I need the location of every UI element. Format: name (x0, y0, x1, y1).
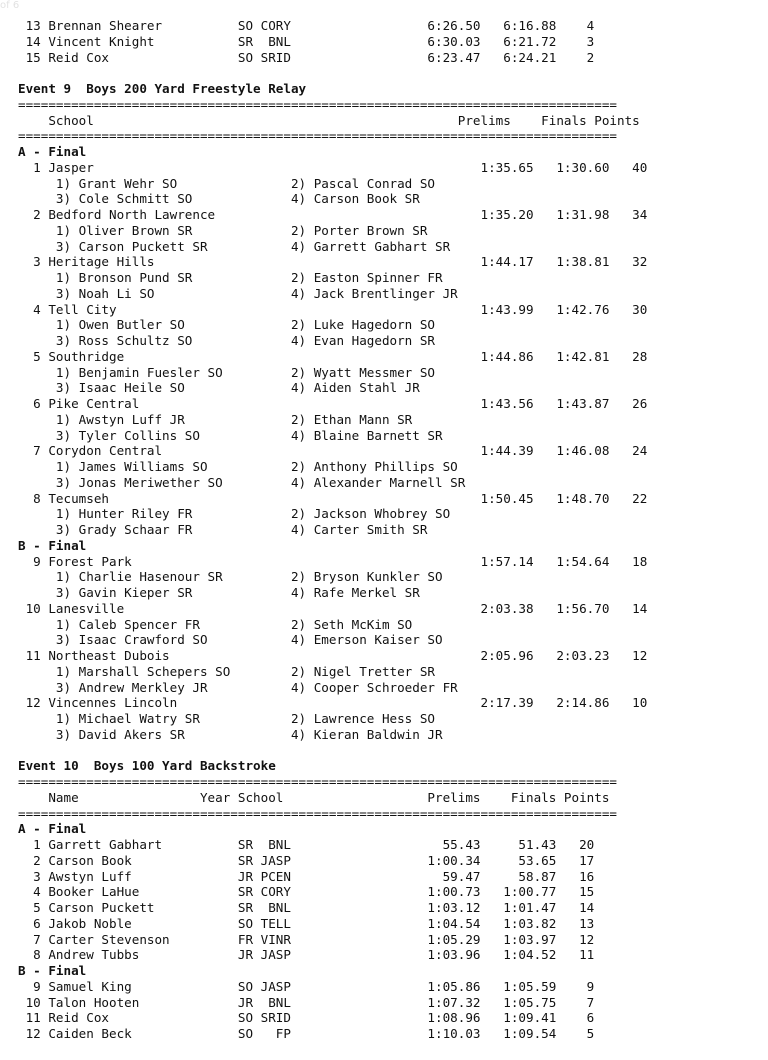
relay-swimmers: 1) Michael Watry SR 2) Lawrence Hess SO (18, 711, 436, 726)
relay-swimmers: 1) Owen Butler SO 2) Luke Hagedorn SO (18, 317, 436, 333)
relay-swimmers: 3) Grady Schaar FR 4) Carter Smith SR (18, 522, 428, 537)
relay-row: 2 Bedford North Lawrence 1:35.20 1:31.98 34 (18, 207, 648, 222)
final-label: B - Final (18, 537, 87, 553)
column-header: Name Year School Prelims Finals Points (18, 789, 610, 805)
relay-row: 11 Northeast Dubois 2:05.96 2:03.23 12 (18, 648, 648, 663)
relay-swimmers: 1) Caleb Spencer FR 2) Seth McKim SO (18, 616, 413, 632)
relay-row: 4 Tell City 1:43.99 1:42.76 30 (18, 301, 648, 317)
relay-swimmers: 3) Cole Schmitt SO 4) Carson Book SR (18, 191, 420, 207)
relay-swimmers: 3) Gavin Kieper SR 4) Rafe Merkel SR (18, 585, 420, 600)
column-header: School Prelims Finals Points (18, 112, 640, 128)
relay-swimmers: 3) Noah Li SO 4) Jack Brentlinger JR (18, 285, 458, 301)
separator: =============================================================================== (18, 128, 617, 144)
relay-swimmers: 3) Isaac Heile SO 4) Aiden Stahl JR (18, 380, 420, 396)
relay-swimmers: 1) Charlie Hasenour SR 2) Bryson Kunkler SO (18, 569, 443, 585)
relay-swimmers: 3) Isaac Crawford SO 4) Emerson Kaiser SO (18, 632, 443, 648)
result-row: 13 Brennan Shearer SO CORY 6:26.50 6:16.88 4 (18, 18, 595, 33)
result-row: 1 Garrett Gabhart SR BNL 55.43 51.43 20 (18, 837, 595, 852)
result-row: 12 Caiden Beck SO FP 1:10.03 1:09.54 5 (18, 1026, 595, 1041)
relay-row: 5 Southridge 1:44.86 1:42.81 28 (18, 348, 648, 364)
relay-swimmers: 1) James Williams SO 2) Anthony Phillips SO (18, 459, 458, 474)
result-row: 4 Booker LaHue SR CORY 1:00.73 1:00.77 15 (18, 884, 595, 900)
result-row: 7 Carter Stevenson FR VINR 1:05.29 1:03.97 12 (18, 931, 595, 947)
result-row: 6 Jakob Noble SO TELL 1:04.54 1:03.82 13 (18, 915, 595, 931)
result-row: 5 Carson Puckett SR BNL 1:03.12 1:01.47 14 (18, 900, 595, 915)
separator: =============================================================================== (18, 96, 617, 112)
relay-swimmers: 3) Jonas Meriwether SO 4) Alexander Marnell SR (18, 474, 466, 490)
relay-row: 1 Jasper 1:35.65 1:30.60 40 (18, 159, 648, 175)
relay-swimmers: 1) Awstyn Luff JR 2) Ethan Mann SR (18, 411, 413, 427)
relay-swimmers: 1) Marshall Schepers SO 2) Nigel Tretter SR (18, 663, 436, 679)
final-label: A - Final (18, 821, 87, 837)
relay-swimmers: 1) Grant Wehr SO 2) Pascal Conrad SO (18, 175, 436, 191)
relay-row: 12 Vincennes Lincoln 2:17.39 2:14.86 10 (18, 695, 648, 711)
relay-row: 8 Tecumseh 1:50.45 1:48.70 22 (18, 490, 648, 506)
page-marker: of 6 (0, 0, 20, 11)
result-row: 15 Reid Cox SO SRID 6:23.47 6:24.21 2 (18, 49, 595, 65)
relay-swimmers: 3) Ross Schultz SO 4) Evan Hagedorn SR (18, 333, 436, 348)
result-row: 9 Samuel King SO JASP 1:05.86 1:05.59 9 (18, 978, 595, 994)
relay-row: 10 Lanesville 2:03.38 1:56.70 14 (18, 600, 648, 616)
event-title: Event 10 Boys 100 Yard Backstroke (18, 758, 276, 774)
result-row: 2 Carson Book SR JASP 1:00.34 53.65 17 (18, 852, 595, 868)
relay-swimmers: 3) Tyler Collins SO 4) Blaine Barnett SR (18, 427, 443, 443)
separator: =============================================================================== (18, 805, 617, 821)
relay-row: 7 Corydon Central 1:44.39 1:46.08 24 (18, 443, 648, 459)
relay-swimmers: 3) Carson Puckett SR 4) Garrett Gabhart SR (18, 238, 451, 254)
result-row: 10 Talon Hooten JR BNL 1:07.32 1:05.75 7 (18, 994, 595, 1010)
relay-row: 6 Pike Central 1:43.56 1:43.87 26 (18, 396, 648, 411)
spacer (18, 743, 647, 759)
relay-swimmers: 1) Bronson Pund SR 2) Easton Spinner FR (18, 270, 443, 285)
result-row: 8 Andrew Tubbs JR JASP 1:03.96 1:04.52 11 (18, 947, 595, 963)
result-row: 11 Reid Cox SO SRID 1:08.96 1:09.41 6 (18, 1010, 595, 1026)
relay-swimmers: 1) Benjamin Fuesler SO 2) Wyatt Messmer SO (18, 364, 436, 380)
relay-row: 9 Forest Park 1:57.14 1:54.64 18 (18, 553, 648, 569)
result-row: 3 Awstyn Luff JR PCEN 59.47 58.87 16 (18, 868, 595, 884)
final-label: A - Final (18, 144, 87, 159)
final-label: B - Final (18, 963, 87, 978)
relay-row: 3 Heritage Hills 1:44.17 1:38.81 32 (18, 254, 648, 270)
relay-swimmers: 1) Hunter Riley FR 2) Jackson Whobrey SO (18, 506, 451, 522)
results-document (18, 18, 647, 1042)
spacer (18, 65, 647, 81)
relay-swimmers: 3) Andrew Merkley JR 4) Cooper Schroeder FR (18, 679, 458, 695)
relay-swimmers: 3) David Akers SR 4) Kieran Baldwin JR (18, 726, 443, 742)
event-title: Event 9 Boys 200 Yard Freestyle Relay (18, 81, 307, 96)
result-row: 14 Vincent Knight SR BNL 6:30.03 6:21.72 3 (18, 33, 595, 49)
relay-swimmers: 1) Oliver Brown SR 2) Porter Brown SR (18, 222, 428, 238)
separator: =============================================================================== (18, 774, 617, 789)
